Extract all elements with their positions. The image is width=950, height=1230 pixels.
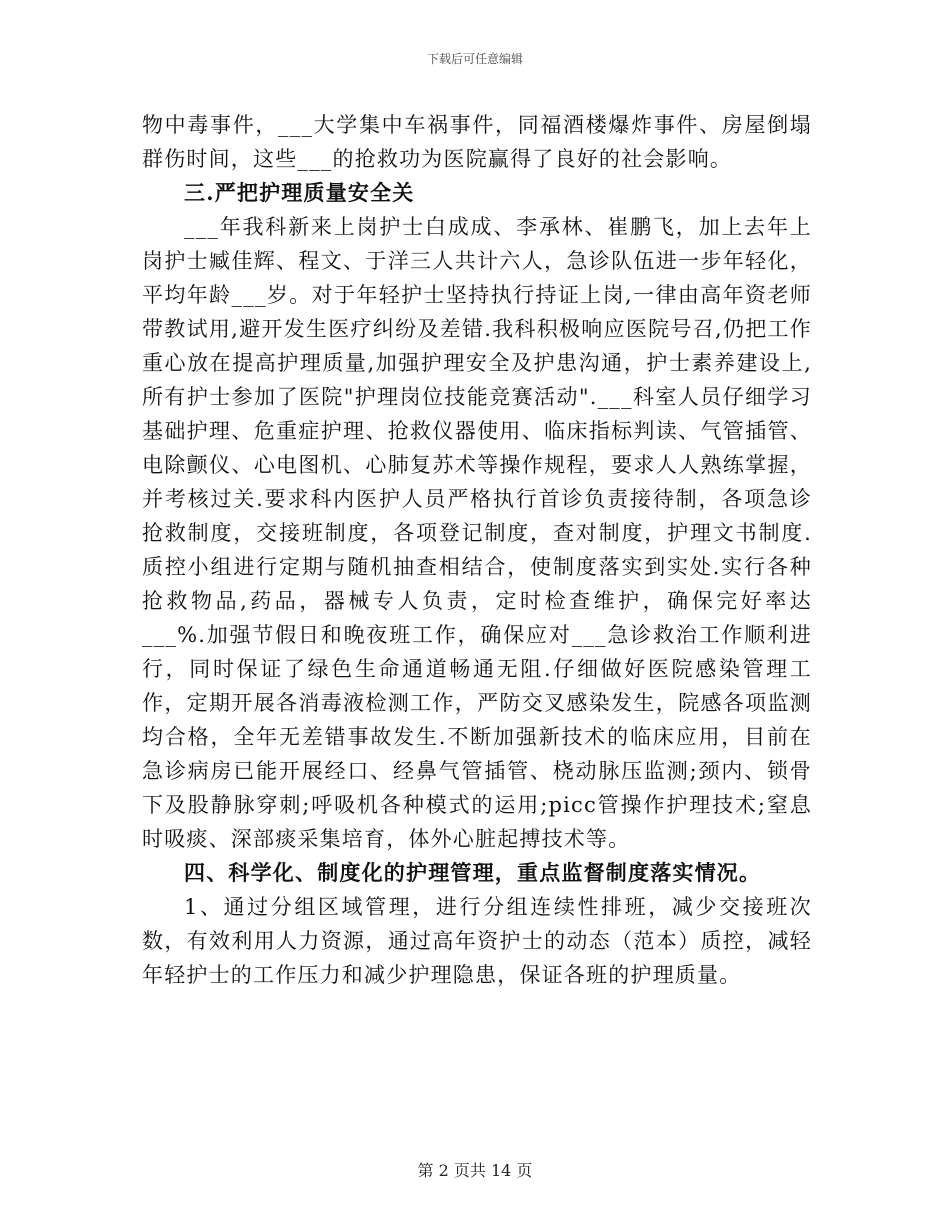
section-heading-4: 四、科学化、制度化的护理管理，重点监督制度落实情况。	[184, 860, 762, 885]
document-body	[142, 108, 812, 992]
section-heading-3: 三.严把护理质量安全关	[184, 180, 415, 205]
paragraph-group-management: 1、通过分组区域管理，进行分组连续性排班，减少交接班次数，有效利用人力资源，通过高年资护士的动态（范本）质控，减轻年轻护士的工作压力和减少护理隐患，保证各班的护理质量。	[142, 895, 812, 987]
paragraph-continued: 物中毒事件，___大学集中车祸事件，同福酒楼爆炸事件、房屋倒塌群伤时间，这些___的抢救功为医院赢得了良好的社会影响。	[142, 113, 812, 171]
page-header-note: 下载后可任意编辑	[426, 52, 523, 66]
paragraph-nursing-quality: ___年我科新来上岗护士白成成、李承林、崔鹏飞，加上去年上岗护士臧佳辉、程文、于洋三人共计六人，急诊队伍进一步年轻化，平均年龄___岁。对于年轻护士坚持执行持证上岗,一律由高年资老师带教试用,避开发生医疗纠纷及差错.我科积极响应医院号召,仍把工作重心放在提高护理质量,加强护理安全及护患沟通，护士素养建设上,所有护士参加了医院"护理岗位技能竞赛活动".___科室人员仔细学习基础护理、危重症护理、抢救仪器使用、临床指标判读、气管插管、电除颤仪、心电图机、心肺复苏术等操作规程，要求人人熟练掌握，并考核过关.要求科内医护人员严格执行首诊负责接待制，各项急诊抢救制度，交接班制度，各项登记制度，查对制度，护理文书制度.质控小组进行定期与随机抽查相结合，使制度落实到实处.实行各种抢救物品,药品，器械专人负责，定时检查维护，确保完好率达___%.加强节假日和晚夜班工作，确保应对___急诊救治工作顺利进行，同时保证了绿色生命通道畅通无阻.仔细做好医院感染管理工作，定期开展各消毒液检测工作，严防交叉感染发生，院感各项监测均合格，全年无差错事故发生.不断加强新技术的临床应用，目前在急诊病房已能开展经口、经鼻气管插管、桡动脉压监测;颈内、锁骨下及股静脉穿刺;呼吸机各种模式的运用;picc管操作护理技术;窒息时吸痰、深部痰采集培育，体外心脏起搏技术等。	[142, 215, 812, 851]
page-footer: 第 2 页共 14 页	[417, 1161, 533, 1180]
